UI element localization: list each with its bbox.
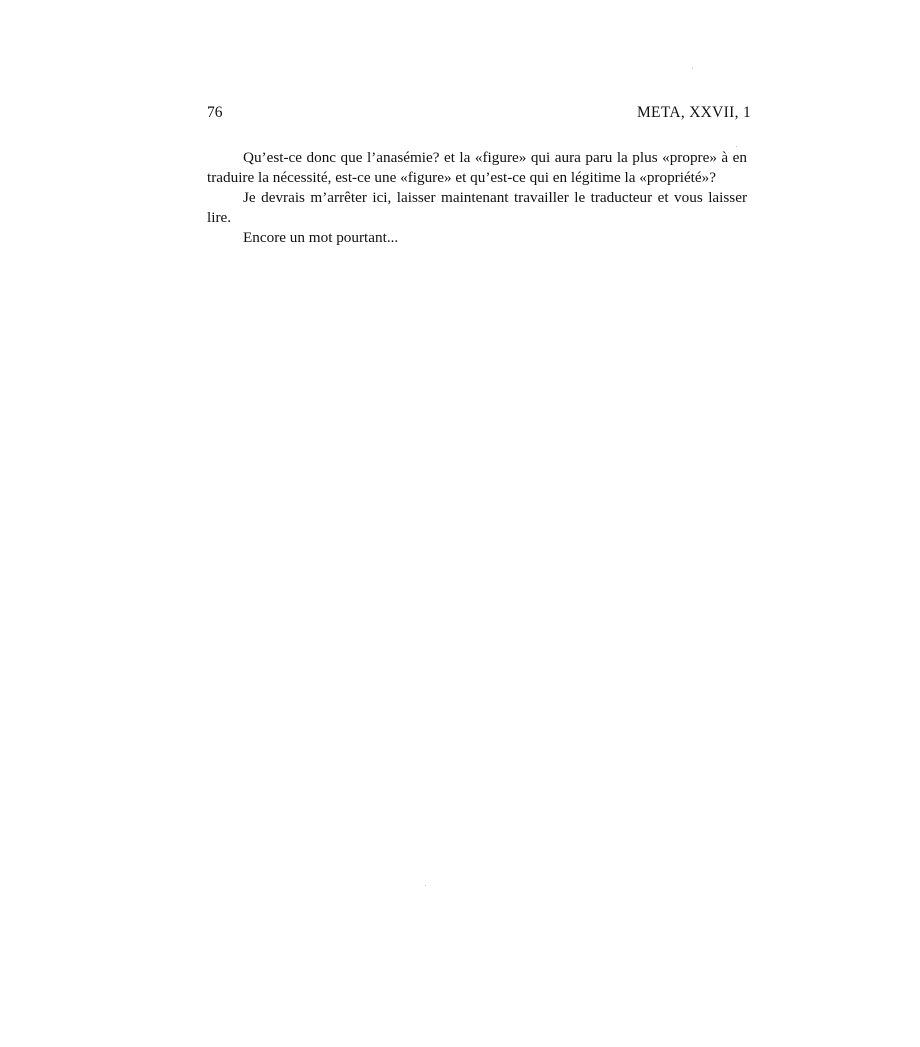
scan-speck — [425, 885, 426, 886]
scan-speck — [692, 68, 693, 69]
body-text — [207, 148, 747, 248]
paragraph: Je devrais m’arrêter ici, laisser maintenant travailler le traducteur et vous laisser lire. — [207, 189, 747, 226]
running-head: META, XXVII, 1 — [636, 104, 751, 121]
paragraph: Qu’est-ce donc que l’anasémie? et la «figure» qui aura paru la plus «propre» à en traduire la nécessité, est-ce une «figure» et qu’est-ce qui en légitime la «propriété»? — [207, 149, 747, 186]
paragraph: Encore un mot pourtant... — [243, 229, 399, 246]
page-header — [207, 104, 751, 126]
scan-speck — [736, 146, 737, 147]
page-number: 76 — [207, 104, 223, 121]
